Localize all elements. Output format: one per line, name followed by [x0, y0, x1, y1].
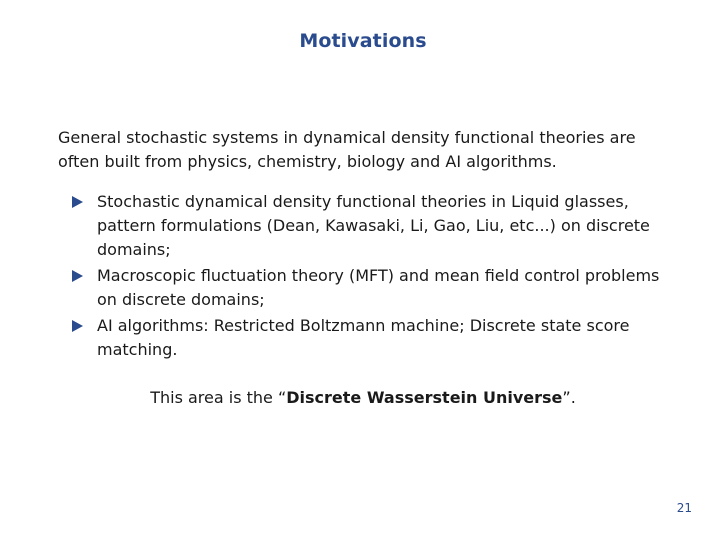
- bullet-text: AI algorithms: Restricted Boltzmann machine; Discrete state score matching.: [97, 316, 630, 359]
- closing-suffix: ”.: [562, 388, 576, 407]
- bullet-item: [58, 190, 668, 262]
- page-number: 21: [676, 501, 692, 515]
- triangle-bullet-icon: [72, 270, 83, 282]
- slide-title: Motivations: [299, 30, 427, 52]
- bullet-text: Macroscopic fluctuation theory (MFT) and mean field control problems on discrete domains;: [97, 266, 660, 309]
- closing-statement: [0, 386, 726, 410]
- bullet-text: Stochastic dynamical density functional theories in Liquid glasses, pattern formulations (Dean, Kawasaki, Li, Gao, Liu, etc...) on discrete domains;: [97, 192, 650, 259]
- closing-emphasis: Discrete Wasserstein Universe: [286, 388, 563, 407]
- intro-paragraph: General stochastic systems in dynamical density functional theories are often built from physics, chemistry, biology and AI algorithms.: [58, 128, 636, 171]
- bullet-item: [58, 264, 668, 312]
- triangle-bullet-icon: [72, 320, 83, 332]
- bullet-item: [58, 314, 668, 362]
- closing-prefix: This area is the “: [150, 388, 287, 407]
- bullet-list: [58, 190, 668, 364]
- triangle-bullet-icon: [72, 196, 83, 208]
